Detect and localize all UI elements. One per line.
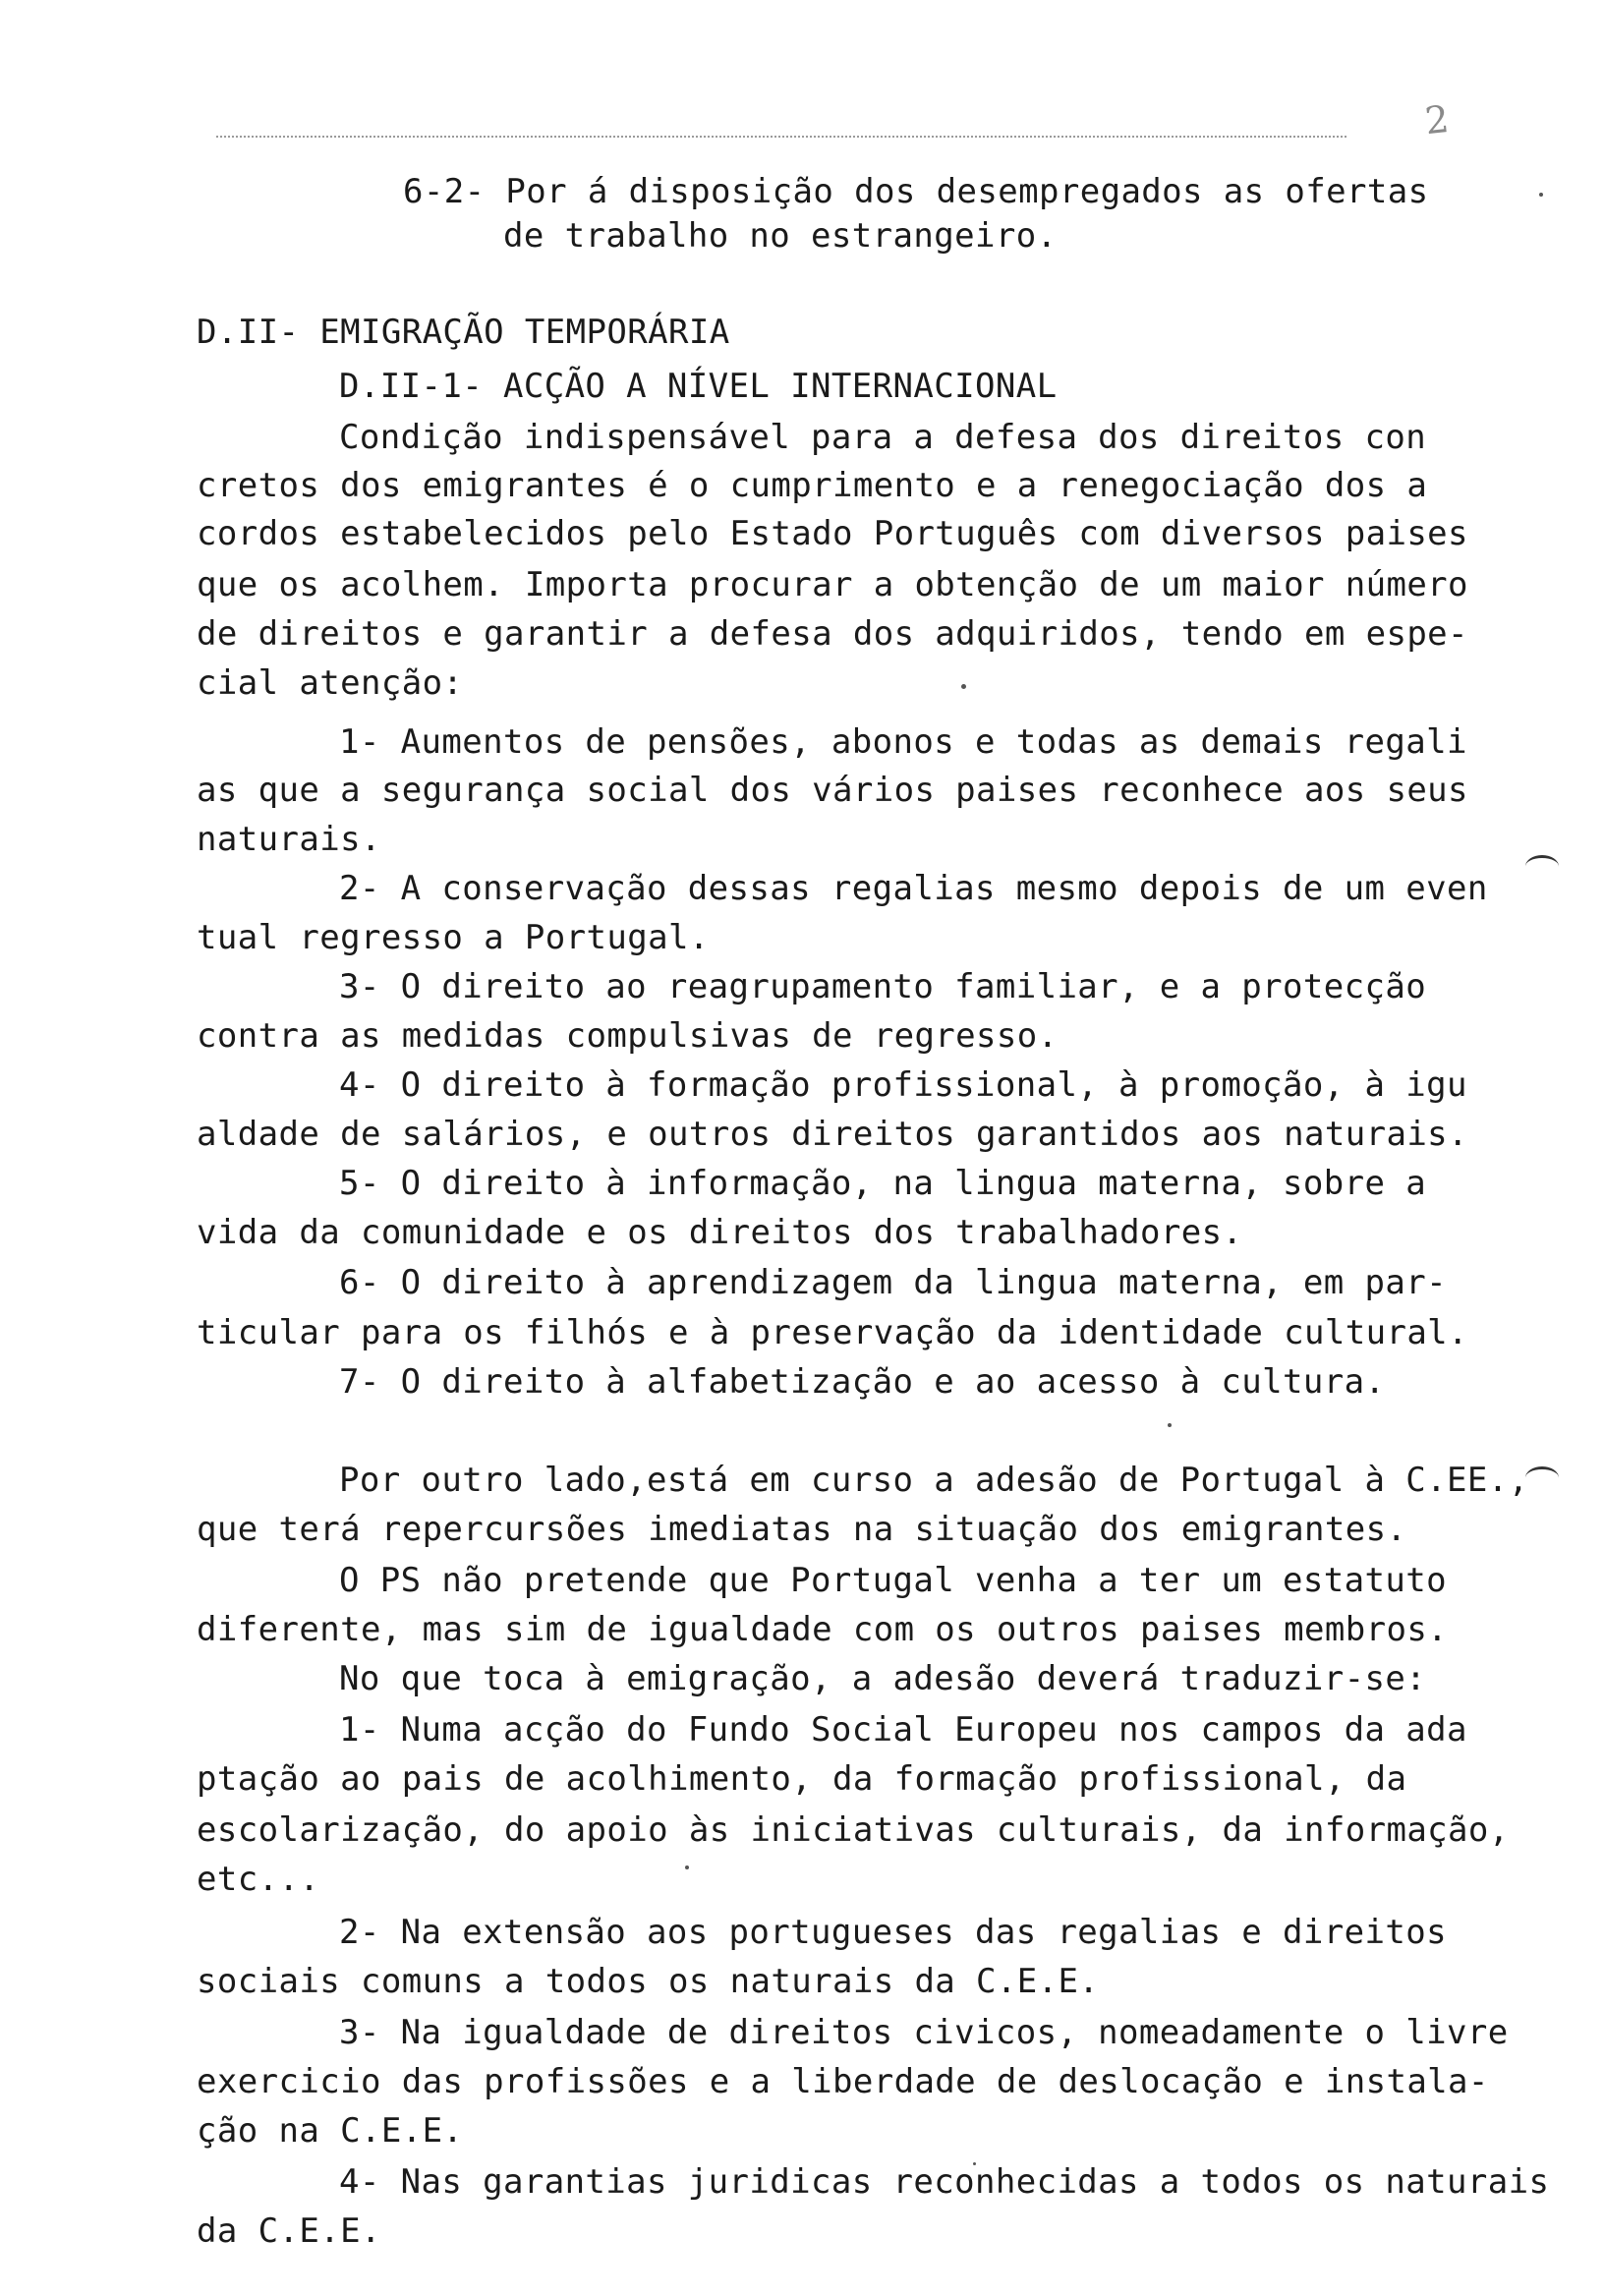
text-line: Condição indispensável para a defesa dos direitos con	[339, 418, 1427, 457]
text-line: de trabalho no estrangeiro.	[503, 216, 1058, 256]
section-heading: D.II- EMIGRAÇÃO TEMPORÁRIA	[197, 313, 730, 352]
scan-speck	[685, 1866, 689, 1869]
text-line: sociais comuns a todos os naturais da C.E.E.	[197, 1962, 1100, 2001]
list-item: 4- O direito à formação profissional, à promoção, à igu	[339, 1065, 1467, 1105]
text-line: aldade de salários, e outros direitos garantidos aos naturais.	[197, 1115, 1468, 1154]
text-line: cordos estabelecidos pelo Estado Português com diversos paises	[197, 514, 1468, 553]
text-line: da C.E.E.	[197, 2211, 381, 2251]
text-line: cial atenção:	[197, 663, 464, 703]
text-line: ptação ao pais de acolhimento, da formação profissional, da	[197, 1759, 1407, 1799]
list-item: 5- O direito à informação, na lingua materna, sobre a	[339, 1164, 1427, 1203]
text-line: escolarização, do apoio às iniciativas culturais, da informação,	[197, 1810, 1510, 1850]
list-item: 4- Nas garantias juridicas reconhecidas a todos os naturais	[339, 2162, 1550, 2202]
text-line: contra as medidas compulsivas de regresso.	[197, 1016, 1059, 1056]
page-number: 2	[1422, 96, 1452, 144]
list-item: 2- Na extensão aos portugueses das regalias e direitos	[339, 1913, 1447, 1952]
text-line: de direitos e garantir a defesa dos adquiridos, tendo em espe-	[197, 614, 1468, 654]
text-line: diferente, mas sim de igualdade com os outros paises membros.	[197, 1610, 1449, 1649]
text-line: exercicio das profissões e a liberdade de deslocação e instala-	[197, 2062, 1489, 2101]
scan-speck	[1539, 193, 1543, 197]
text-line: Por outro lado,está em curso a adesão de Portugal à C.EE.,	[339, 1461, 1529, 1500]
text-line: ção na C.E.E.	[197, 2111, 464, 2151]
list-item: 2- A conservação dessas regalias mesmo depois de um even	[339, 869, 1488, 908]
text-line: etc...	[197, 1860, 320, 1899]
text-line: que os acolhem. Importa procurar a obtenção de um maior número	[197, 565, 1468, 604]
margin-mark	[1525, 855, 1559, 878]
dotted-header-rule	[216, 136, 1346, 138]
text-line: tual regresso a Portugal.	[197, 918, 710, 957]
text-line: ticular para os filhós e à preservação da identidade cultural.	[197, 1313, 1468, 1352]
list-item: 1- Numa acção do Fundo Social Europeu nos campos da ada	[339, 1710, 1467, 1750]
subsection-heading: D.II-1- ACÇÃO A NÍVEL INTERNACIONAL	[339, 367, 1058, 406]
list-item: 3- O direito ao reagrupamento familiar, e a protecção	[339, 967, 1427, 1006]
text-line: No que toca à emigração, a adesão deverá traduzir-se:	[339, 1659, 1427, 1698]
text-line: que terá repercursões imediatas na situação dos emigrantes.	[197, 1510, 1407, 1549]
scan-speck	[1168, 1423, 1172, 1427]
margin-mark	[1525, 1466, 1559, 1489]
list-item: 3- Na igualdade de direitos civicos, nomeadamente o livre	[339, 2013, 1509, 2052]
text-line: 6-2- Por á disposição dos desempregados as ofertas	[403, 172, 1429, 211]
text-line: vida da comunidade e os direitos dos trabalhadores.	[197, 1213, 1243, 1252]
text-line: as que a segurança social dos vários paises reconhece aos seus	[197, 771, 1468, 810]
text-line: O PS não pretende que Portugal venha a ter um estatuto	[339, 1561, 1447, 1600]
list-item: 1- Aumentos de pensões, abonos e todas as demais regali	[339, 722, 1467, 762]
list-item: 6- O direito à aprendizagem da lingua materna, em par-	[339, 1263, 1447, 1302]
text-line: cretos dos emigrantes é o cumprimento e a renegociação dos a	[197, 466, 1428, 505]
text-line: naturais.	[197, 820, 381, 859]
scan-speck	[961, 684, 966, 689]
list-item: 7- O direito à alfabetização e ao acesso à cultura.	[339, 1362, 1386, 1402]
